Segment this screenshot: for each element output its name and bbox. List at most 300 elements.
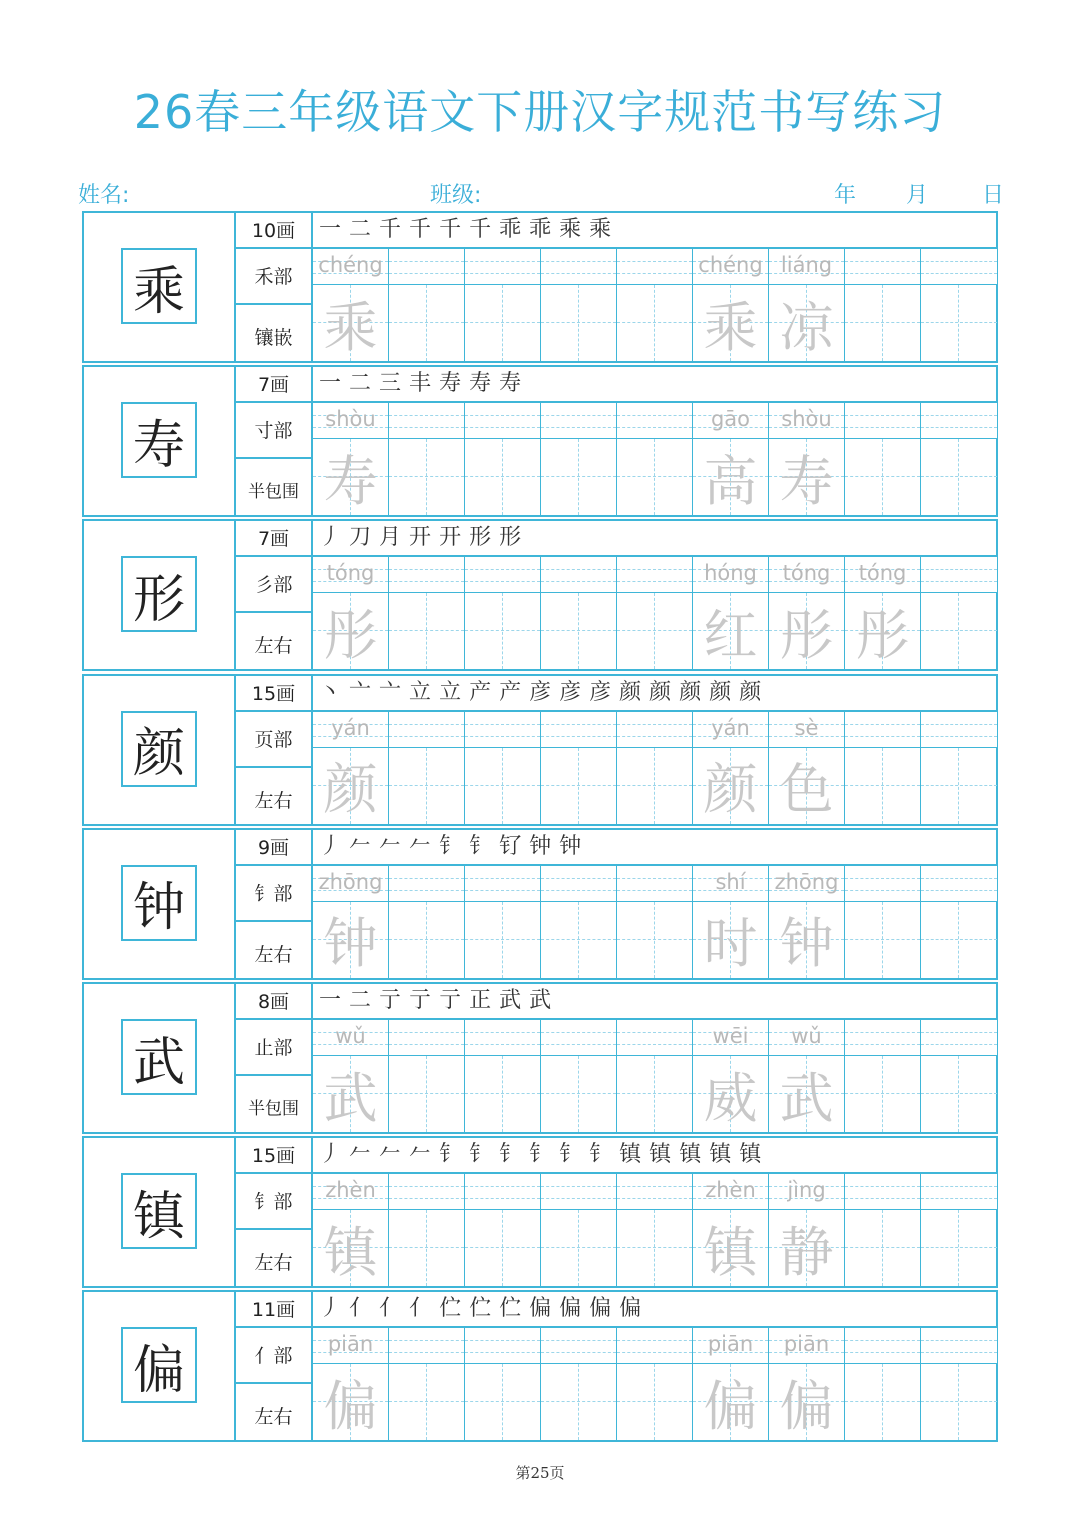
- pinyin-box: [389, 1328, 464, 1364]
- trace-char: 色: [779, 758, 834, 822]
- stroke-step: 亻: [379, 1296, 402, 1322]
- char-info: [236, 1292, 313, 1440]
- trace-char: 武: [779, 1066, 834, 1130]
- stroke-step: 形: [499, 525, 522, 551]
- pinyin-box: [769, 1020, 844, 1056]
- stroke-step: 𠂉: [409, 1142, 432, 1168]
- writing-cell[interactable]: [389, 557, 465, 669]
- stroke-order: [313, 367, 996, 403]
- stroke-step: 𠂉: [379, 833, 402, 859]
- stroke-step: 亍: [379, 988, 402, 1013]
- stroke-order: [313, 984, 996, 1020]
- trace-char: 武: [323, 1066, 378, 1130]
- tian-grid: [617, 902, 692, 978]
- writing-cell[interactable]: [541, 249, 617, 361]
- pinyin-text: hóng: [704, 561, 757, 586]
- trace-char: [541, 748, 616, 824]
- writing-cell[interactable]: [389, 866, 465, 978]
- char-info: [236, 213, 313, 361]
- structure: 左右: [254, 635, 293, 658]
- writing-cell[interactable]: [617, 866, 693, 978]
- writing-cell[interactable]: [389, 1020, 465, 1132]
- trace-char: [389, 748, 464, 824]
- pinyin-text: piān: [783, 1332, 830, 1357]
- year-label: 年: [834, 183, 857, 208]
- stroke-step: 偏: [559, 1296, 582, 1322]
- writing-cell[interactable]: [845, 249, 921, 361]
- pinyin-box: [921, 1174, 997, 1210]
- tian-grid: [389, 1056, 464, 1132]
- pinyin-text: zhèn: [325, 1178, 376, 1203]
- stroke-step: 亍: [409, 988, 432, 1013]
- pinyin-text: shòu: [781, 407, 832, 432]
- tian-grid: [465, 593, 540, 669]
- stroke-order: [313, 1138, 996, 1174]
- writing-cell[interactable]: [769, 403, 845, 515]
- writing-cell[interactable]: [541, 1020, 617, 1132]
- stroke-step: 丶: [319, 679, 342, 705]
- pinyin-box: [541, 249, 616, 285]
- pinyin-box: [389, 866, 464, 902]
- pinyin-box: [313, 1174, 388, 1210]
- radical: 钅部: [236, 1174, 311, 1230]
- writing-cell[interactable]: [693, 557, 769, 669]
- trace-char: [465, 1364, 540, 1440]
- stroke-count: 9画: [236, 830, 311, 866]
- pinyin-box: [921, 403, 997, 439]
- stroke-step: 偏: [529, 1296, 552, 1322]
- writing-cell[interactable]: [541, 403, 617, 515]
- writing-cell[interactable]: [693, 1020, 769, 1132]
- trace-char: [465, 593, 540, 669]
- pinyin-text: piān: [327, 1332, 374, 1357]
- model-char-cell: [84, 1138, 236, 1286]
- pinyin-text: sè: [794, 715, 819, 740]
- stroke-step: 丿: [319, 1296, 342, 1322]
- stroke-step: 产: [499, 679, 522, 705]
- pinyin-box: [693, 403, 768, 439]
- trace-char: [845, 285, 920, 361]
- trace-char: 钟: [779, 912, 834, 976]
- tian-grid: [769, 1056, 844, 1132]
- writing-cell[interactable]: [921, 712, 997, 824]
- tian-grid: [389, 1210, 464, 1286]
- tian-grid: [617, 748, 692, 824]
- trace-char: 乘: [323, 295, 378, 359]
- pinyin-box: [541, 557, 616, 593]
- trace-char: 静: [779, 1220, 834, 1284]
- stroke-step: 亠: [379, 679, 402, 705]
- stroke-step: 丿: [319, 1142, 342, 1168]
- writing-grid: [313, 1174, 996, 1286]
- trace-char: [617, 285, 692, 361]
- pinyin-box: [465, 557, 540, 593]
- class-label: 班级:: [430, 183, 482, 208]
- writing-cell[interactable]: [465, 712, 541, 824]
- writing-cell[interactable]: [389, 249, 465, 361]
- tian-grid: [845, 1210, 920, 1286]
- writing-cell[interactable]: [693, 866, 769, 978]
- stroke-step: 亠: [349, 679, 372, 705]
- writing-cell[interactable]: [313, 712, 389, 824]
- tian-grid: [845, 593, 920, 669]
- writing-cell[interactable]: [541, 1328, 617, 1440]
- writing-cell[interactable]: [769, 249, 845, 361]
- trace-char: 红: [703, 603, 758, 667]
- trace-char: [921, 1210, 997, 1286]
- writing-cell[interactable]: [921, 1020, 997, 1132]
- stroke-step: 千: [439, 217, 462, 242]
- trace-char: 颜: [703, 758, 758, 822]
- stroke-step: 丿: [319, 525, 342, 551]
- pinyin-box: [921, 557, 997, 593]
- stroke-count: 11画: [236, 1292, 311, 1328]
- tian-grid: [769, 902, 844, 978]
- trace-char: [921, 748, 997, 824]
- radical: 彡部: [236, 557, 311, 613]
- pinyin-box: [465, 1020, 540, 1056]
- tian-grid: [389, 902, 464, 978]
- stroke-step: 一: [319, 988, 342, 1013]
- writing-cell[interactable]: [313, 557, 389, 669]
- pinyin-box: [617, 1020, 692, 1056]
- writing-cell[interactable]: [617, 712, 693, 824]
- trace-char: [845, 1056, 920, 1132]
- trace-char: [389, 439, 464, 515]
- writing-cell[interactable]: [693, 403, 769, 515]
- tian-grid: [313, 1364, 388, 1440]
- tian-grid: [541, 1210, 616, 1286]
- pinyin-text: yán: [711, 715, 750, 740]
- writing-cell[interactable]: [313, 1020, 389, 1132]
- pinyin-text: liáng: [780, 253, 833, 277]
- pinyin-text: zhōng: [774, 869, 839, 894]
- practice-row: [82, 365, 998, 517]
- char-info: [236, 367, 313, 515]
- pinyin-box: [617, 557, 692, 593]
- stroke-order: [313, 213, 996, 249]
- trace-char: [617, 439, 692, 515]
- writing-cell[interactable]: [541, 866, 617, 978]
- pinyin-box: [845, 1328, 920, 1364]
- tian-grid: [465, 1364, 540, 1440]
- tian-grid: [921, 1210, 997, 1286]
- pinyin-text: wēi: [712, 1024, 749, 1048]
- writing-cell[interactable]: [465, 403, 541, 515]
- stroke-step: 彦: [559, 679, 582, 705]
- pinyin-box: [465, 1174, 540, 1210]
- pinyin-box: [769, 866, 844, 902]
- writing-cell[interactable]: [465, 249, 541, 361]
- writing-cell[interactable]: [617, 1328, 693, 1440]
- writing-grid: [313, 249, 996, 361]
- tian-grid: [617, 439, 692, 515]
- pinyin-box: [541, 403, 616, 439]
- stroke-step: 立: [439, 679, 462, 705]
- writing-cell[interactable]: [617, 1174, 693, 1286]
- writing-cell[interactable]: [769, 866, 845, 978]
- pinyin-text: yán: [331, 715, 370, 740]
- writing-cell[interactable]: [465, 866, 541, 978]
- writing-cell[interactable]: [465, 1020, 541, 1132]
- radical: 寸部: [236, 403, 311, 459]
- pinyin-box: [389, 557, 464, 593]
- writing-cell[interactable]: [541, 712, 617, 824]
- radical: 页部: [236, 712, 311, 768]
- writing-cell[interactable]: [845, 1174, 921, 1286]
- structure: 左右: [254, 943, 293, 966]
- trace-char: [921, 1056, 997, 1132]
- stroke-count: 15画: [236, 1138, 311, 1174]
- tian-grid: [693, 902, 768, 978]
- pinyin-box: [465, 712, 540, 748]
- char-info: [236, 830, 313, 978]
- writing-grid: [313, 1328, 996, 1440]
- pinyin-box: [617, 249, 692, 285]
- trace-char: 乘: [703, 295, 758, 359]
- writing-cell[interactable]: [617, 557, 693, 669]
- trace-char: 颜: [323, 758, 378, 822]
- pinyin-text: tóng: [326, 561, 375, 586]
- tian-grid: [845, 902, 920, 978]
- tian-grid: [541, 1056, 616, 1132]
- writing-cell[interactable]: [845, 403, 921, 515]
- pinyin-box: [541, 1328, 616, 1364]
- writing-cell[interactable]: [465, 1174, 541, 1286]
- stroke-step: 钟: [559, 833, 582, 859]
- stroke-step: 千: [409, 217, 432, 242]
- pinyin-box: [921, 249, 997, 285]
- writing-cell[interactable]: [693, 1174, 769, 1286]
- stroke-step: 伫: [499, 1296, 522, 1322]
- month-label: 月: [906, 183, 929, 208]
- pinyin-box: [693, 1174, 768, 1210]
- pinyin-box: [693, 1020, 768, 1056]
- tian-grid: [389, 285, 464, 361]
- tian-grid: [389, 748, 464, 824]
- stroke-step: 武: [529, 988, 552, 1013]
- stroke-step: 镇: [649, 1142, 672, 1168]
- trace-char: 钟: [323, 912, 378, 976]
- stroke-order: [313, 521, 996, 557]
- writing-cell[interactable]: [693, 1328, 769, 1440]
- practice-row: [82, 982, 998, 1134]
- practice-row: [82, 1136, 998, 1288]
- stroke-step: 𠂉: [379, 1142, 402, 1168]
- trace-char: [541, 593, 616, 669]
- pinyin-box: [313, 1020, 388, 1056]
- stroke-step: 钅: [469, 1142, 492, 1168]
- writing-cell[interactable]: [921, 249, 997, 361]
- pinyin-box: [541, 1174, 616, 1210]
- stroke-step: 刀: [349, 525, 372, 551]
- writing-cell[interactable]: [617, 1020, 693, 1132]
- writing-cell[interactable]: [465, 1328, 541, 1440]
- stroke-step: 千: [379, 217, 402, 242]
- trace-char: [541, 1210, 616, 1286]
- pinyin-box: [617, 1174, 692, 1210]
- stroke-step: 偏: [619, 1296, 642, 1322]
- writing-cell[interactable]: [921, 1174, 997, 1286]
- model-char: 颜: [121, 711, 197, 787]
- pinyin-text: chéng: [318, 253, 383, 277]
- tian-grid: [921, 285, 997, 361]
- writing-cell[interactable]: [769, 712, 845, 824]
- stroke-step: 丰: [409, 371, 432, 397]
- writing-cell[interactable]: [921, 866, 997, 978]
- tian-grid: [693, 1210, 768, 1286]
- writing-cell[interactable]: [389, 403, 465, 515]
- page-number: 第25页: [515, 1464, 565, 1482]
- trace-char: [617, 748, 692, 824]
- stroke-step: 镇: [679, 1142, 702, 1168]
- pinyin-text: jìng: [787, 1178, 826, 1203]
- stroke-step: 钅: [589, 1142, 612, 1168]
- stroke-step: 钟: [529, 833, 552, 859]
- trace-char: [617, 1210, 692, 1286]
- stroke-step: 乘: [559, 217, 582, 242]
- writing-grid: [313, 403, 996, 515]
- writing-cell[interactable]: [313, 1328, 389, 1440]
- stroke-step: 立: [409, 679, 432, 705]
- tian-grid: [313, 902, 388, 978]
- writing-cell[interactable]: [313, 249, 389, 361]
- writing-cell[interactable]: [541, 1174, 617, 1286]
- trace-char: 镇: [703, 1220, 758, 1284]
- tian-grid: [313, 285, 388, 361]
- pinyin-box: [845, 249, 920, 285]
- writing-cell[interactable]: [389, 1328, 465, 1440]
- radical: 禾部: [236, 249, 311, 305]
- pinyin-box: [541, 712, 616, 748]
- stroke-step: 二: [349, 371, 372, 397]
- stroke-step: 镇: [619, 1142, 642, 1168]
- writing-cell[interactable]: [845, 1020, 921, 1132]
- pinyin-box: [389, 1174, 464, 1210]
- pinyin-box: [465, 1328, 540, 1364]
- writing-cell[interactable]: [617, 249, 693, 361]
- stroke-step: 钅: [529, 1142, 552, 1168]
- writing-cell[interactable]: [313, 866, 389, 978]
- pinyin-box: [693, 557, 768, 593]
- writing-cell[interactable]: [389, 1174, 465, 1286]
- tian-grid: [389, 1364, 464, 1440]
- stroke-count: 15画: [236, 676, 311, 712]
- writing-cell[interactable]: [845, 557, 921, 669]
- pinyin-box: [693, 1328, 768, 1364]
- tian-grid: [693, 439, 768, 515]
- trace-char: [617, 1364, 692, 1440]
- stroke-step: 颜: [739, 679, 762, 705]
- writing-grid: [313, 557, 996, 669]
- stroke-step: 三: [379, 371, 402, 397]
- stroke-step: 月: [379, 525, 402, 551]
- trace-char: 偏: [779, 1374, 834, 1438]
- pinyin-box: [465, 403, 540, 439]
- writing-cell[interactable]: [769, 1328, 845, 1440]
- pinyin-box: [313, 866, 388, 902]
- pinyin-box: [617, 866, 692, 902]
- writing-cell[interactable]: [465, 557, 541, 669]
- writing-cell[interactable]: [541, 557, 617, 669]
- pinyin-box: [769, 249, 844, 285]
- pinyin-box: [693, 249, 768, 285]
- pinyin-box: [541, 866, 616, 902]
- writing-cell[interactable]: [769, 557, 845, 669]
- writing-cell[interactable]: [845, 1328, 921, 1440]
- tian-grid: [541, 593, 616, 669]
- trace-char: [845, 1364, 920, 1440]
- trace-char: [921, 439, 997, 515]
- writing-cell[interactable]: [921, 403, 997, 515]
- stroke-count: 7画: [236, 521, 311, 557]
- writing-cell[interactable]: [389, 712, 465, 824]
- trace-char: [921, 1364, 997, 1440]
- trace-char: [389, 1364, 464, 1440]
- pinyin-box: [921, 1020, 997, 1056]
- pinyin-text: zhōng: [318, 869, 383, 894]
- pinyin-box: [921, 1328, 997, 1364]
- pinyin-text: chéng: [698, 253, 763, 277]
- tian-grid: [921, 1364, 997, 1440]
- pinyin-box: [845, 1174, 920, 1210]
- tian-grid: [541, 748, 616, 824]
- tian-grid: [541, 1364, 616, 1440]
- trace-char: [541, 1364, 616, 1440]
- trace-char: 彤: [855, 603, 910, 667]
- tian-grid: [693, 285, 768, 361]
- writing-cell[interactable]: [769, 1174, 845, 1286]
- writing-grid: [313, 866, 996, 978]
- pinyin-box: [389, 403, 464, 439]
- writing-cell[interactable]: [617, 403, 693, 515]
- writing-grid: [313, 712, 996, 824]
- tian-grid: [693, 593, 768, 669]
- tian-grid: [845, 439, 920, 515]
- trace-char: [845, 902, 920, 978]
- writing-cell[interactable]: [313, 1174, 389, 1286]
- stroke-step: 彦: [529, 679, 552, 705]
- writing-cell[interactable]: [921, 557, 997, 669]
- stroke-step: 亻: [409, 1296, 432, 1322]
- trace-char: 偏: [323, 1374, 378, 1438]
- writing-cell[interactable]: [845, 712, 921, 824]
- tian-grid: [921, 1056, 997, 1132]
- trace-char: 彤: [779, 603, 834, 667]
- practice-row: [82, 674, 998, 826]
- char-info: [236, 676, 313, 824]
- writing-cell[interactable]: [921, 1328, 997, 1440]
- stroke-step: 镇: [709, 1142, 732, 1168]
- trace-char: 偏: [703, 1374, 758, 1438]
- writing-cell[interactable]: [845, 866, 921, 978]
- trace-char: [921, 285, 997, 361]
- writing-cell[interactable]: [769, 1020, 845, 1132]
- practice-row: [82, 828, 998, 980]
- model-char: 寿: [121, 402, 197, 478]
- trace-char: [389, 593, 464, 669]
- writing-cell[interactable]: [693, 249, 769, 361]
- writing-cell[interactable]: [313, 403, 389, 515]
- writing-cell[interactable]: [693, 712, 769, 824]
- pinyin-box: [769, 403, 844, 439]
- pinyin-box: [617, 403, 692, 439]
- stroke-step: 寿: [439, 371, 462, 397]
- trace-char: [465, 285, 540, 361]
- tian-grid: [845, 1364, 920, 1440]
- pinyin-box: [769, 1174, 844, 1210]
- stroke-step: 𠂉: [409, 833, 432, 859]
